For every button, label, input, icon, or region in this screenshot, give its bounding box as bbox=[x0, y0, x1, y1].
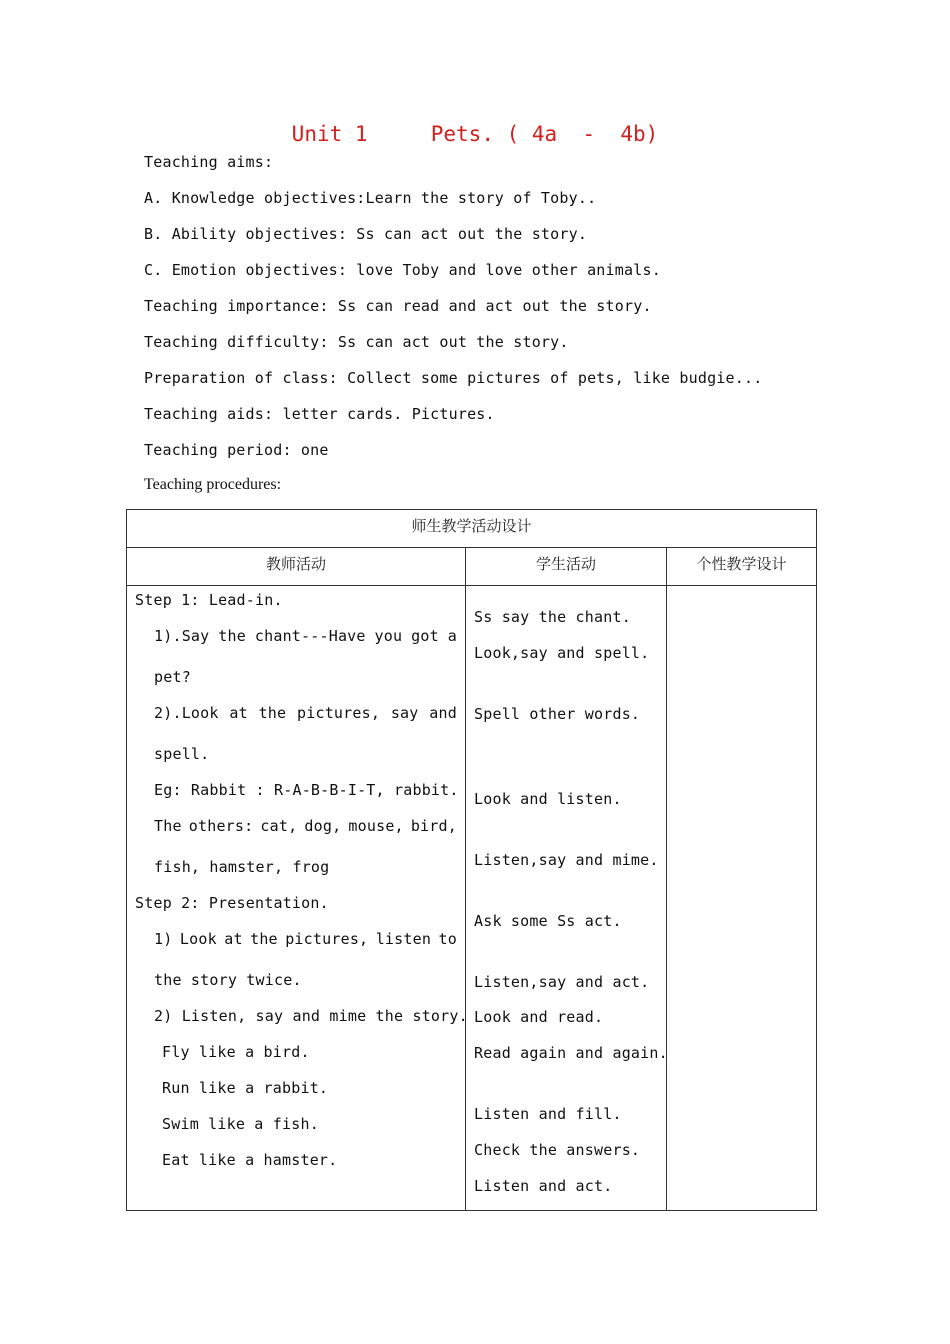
step-2-heading: Step 2: Presentation. bbox=[135, 894, 329, 912]
knowledge-objectives: A. Knowledge objectives:Learn the story of Toby.. bbox=[144, 189, 597, 207]
word: the bbox=[250, 930, 278, 948]
student-line: Listen and fill. bbox=[474, 1105, 622, 1123]
action-fly: Fly like a bird. bbox=[162, 1043, 310, 1061]
student-line: Look and read. bbox=[474, 1008, 604, 1026]
word: at bbox=[229, 704, 248, 722]
teaching-procedures-heading: Teaching procedures: bbox=[144, 476, 282, 493]
action-eat: Eat like a hamster. bbox=[162, 1151, 338, 1169]
word: you bbox=[374, 627, 403, 645]
header-teacher-activity bbox=[127, 548, 466, 586]
step-1-item-1 bbox=[154, 627, 457, 645]
teaching-importance: Teaching importance: Ss can read and act out the story. bbox=[144, 297, 652, 315]
header-student-activity bbox=[466, 548, 667, 586]
step-2-item-1 bbox=[154, 930, 457, 948]
teaching-aids: Teaching aids: letter cards. Pictures. bbox=[144, 405, 495, 423]
student-line: Listen,say and act. bbox=[474, 973, 650, 991]
personal-design-cell bbox=[667, 586, 817, 1211]
action-run: Run like a rabbit. bbox=[162, 1079, 329, 1097]
word: 1) bbox=[154, 930, 173, 948]
word: others: bbox=[188, 817, 254, 835]
document-title: Unit 1 Pets. ( 4a - 4b) bbox=[291, 122, 659, 146]
word: listen bbox=[375, 930, 432, 948]
table-caption-cell bbox=[127, 510, 817, 548]
word: cat, bbox=[260, 817, 298, 835]
header-student-label: 学生活动 bbox=[535, 555, 596, 573]
header-personal-label: 个性教学设计 bbox=[696, 555, 787, 573]
teaching-aims-heading: Teaching aims: bbox=[144, 153, 274, 171]
student-line: Listen and act. bbox=[474, 1177, 613, 1195]
teaching-difficulty: Teaching difficulty: Ss can act out the story. bbox=[144, 333, 569, 351]
step-1-item-2-cont: spell. bbox=[154, 745, 210, 763]
step-1-heading: Step 1: Lead-in. bbox=[135, 591, 283, 609]
word: chant---Have bbox=[254, 627, 366, 645]
student-line: Look,say and spell. bbox=[474, 644, 650, 662]
word: pictures, bbox=[297, 704, 381, 722]
word: got bbox=[411, 627, 439, 645]
step-2-item-1-cont: the story twice. bbox=[154, 971, 302, 989]
example-line: Eg: Rabbit : R-A-B-B-I-T, rabbit. bbox=[154, 781, 459, 799]
personal-design-content bbox=[667, 586, 816, 1210]
student-line: Ask some Ss act. bbox=[474, 912, 622, 930]
step-1-item-1-cont: pet? bbox=[154, 668, 191, 686]
word: The bbox=[154, 817, 182, 835]
word: dog, bbox=[304, 817, 342, 835]
word: pictures, bbox=[285, 930, 369, 948]
table-caption: 师生教学活动设计 bbox=[411, 517, 532, 535]
student-line: Check the answers. bbox=[474, 1141, 641, 1159]
student-line: Spell other words. bbox=[474, 705, 641, 723]
student-line: Listen,say and mime. bbox=[474, 851, 659, 869]
others-line bbox=[154, 817, 457, 835]
word: say bbox=[390, 704, 419, 722]
action-swim: Swim like a fish. bbox=[162, 1115, 319, 1133]
word: 2).Look bbox=[154, 704, 219, 722]
word: the bbox=[258, 704, 287, 722]
others-line-cont: fish, hamster, frog bbox=[154, 858, 330, 876]
word: mouse, bbox=[348, 817, 404, 835]
student-activity-cell bbox=[466, 586, 667, 1211]
word: a bbox=[447, 627, 457, 645]
word: and bbox=[429, 704, 457, 722]
teacher-activity-cell bbox=[127, 586, 466, 1211]
preparation-of-class: Preparation of class: Collect some pictures of pets, like budgie... bbox=[144, 369, 763, 387]
word: at bbox=[224, 930, 243, 948]
procedures-table bbox=[126, 509, 817, 1211]
word: 1).Say bbox=[154, 627, 210, 645]
student-line: Look and listen. bbox=[474, 790, 622, 808]
student-line: Read again and again. bbox=[474, 1044, 668, 1062]
step-1-item-2 bbox=[154, 704, 457, 722]
word: the bbox=[218, 627, 246, 645]
teaching-period: Teaching period: one bbox=[144, 441, 329, 459]
word: to bbox=[438, 930, 457, 948]
step-2-item-2: 2) Listen, say and mime the story. bbox=[154, 1007, 468, 1025]
header-personal-design bbox=[667, 548, 817, 586]
student-line: Ss say the chant. bbox=[474, 608, 631, 626]
emotion-objectives: C. Emotion objectives: love Toby and love other animals. bbox=[144, 261, 661, 279]
ability-objectives: B. Ability objectives: Ss can act out the story. bbox=[144, 225, 588, 243]
word: bird, bbox=[410, 817, 457, 835]
header-teacher-label: 教师活动 bbox=[265, 555, 326, 573]
word: Look bbox=[179, 930, 217, 948]
